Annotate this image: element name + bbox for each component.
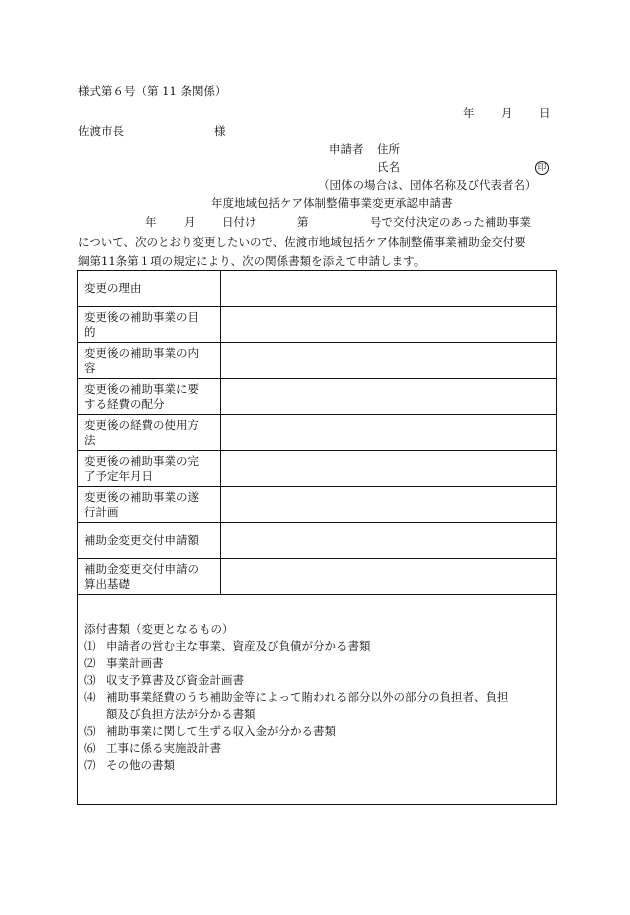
applicant-name-label: 氏名 [377,160,400,174]
applicant-label: 申請者 [329,142,364,156]
form-number: 様式第６号（第 11 条関係） [78,84,227,98]
addressee-honorific: 様 [214,124,226,138]
row-label: 変更後の補助事業の遂 行計画 [78,487,221,523]
list-item: ⑶ 収支予算書及び資金計画書 [84,673,244,687]
row-label: 変更後の補助事業の完 了予定年月日 [78,451,221,487]
row-label: 変更後の補助事業の内 容 [78,343,221,379]
row-value-field[interactable] [221,307,557,343]
table-row [78,343,557,379]
row-label: 変更後の補助事業に要 する経費の配分 [78,379,221,415]
applicant-note: （団体の場合は、団体名称及び代表者名） [318,178,537,192]
row-value-field[interactable] [221,559,557,595]
change-details-table [77,270,557,805]
intro-year: 年 [145,215,157,229]
list-item: ⑵ 事業計画書 [84,656,164,670]
row-value-field[interactable] [221,343,557,379]
table-row [78,487,557,523]
row-value-field[interactable] [221,415,557,451]
applicant-address-label: 住所 [377,142,400,156]
attachments-row [78,595,557,805]
addressee-name: 佐渡市長 [78,124,124,138]
list-item: ⑴ 申請者の営む主な事業、資産及び負債が分かる書類 [84,639,371,653]
date-month-label: 月 [501,106,513,120]
date-day-label: 日 [539,106,551,120]
attachments-cell [78,595,557,805]
row-label: 補助金変更交付申請額 [78,523,221,559]
intro-line-2: について、次のとおり変更したいので、佐渡市地域包括ケア体制整備事業補助金交付要 [78,235,526,249]
intro-dai: 第 [297,215,309,229]
table-row [78,523,557,559]
intro-rest: 号で交付決定のあった補助事業 [370,215,531,229]
intro-month: 月 [184,215,196,229]
row-value-field[interactable] [221,451,557,487]
row-value-field[interactable] [221,487,557,523]
table-row [78,415,557,451]
document-title: 年度地域包括ケア体制整備事業変更承認申請書 [211,196,453,210]
list-item: ⑺ その他の書類 [84,758,175,772]
attachments-heading: 添付書類（変更となるもの） [84,622,234,636]
row-value-field[interactable] [221,271,557,307]
row-value-field[interactable] [221,523,557,559]
seal-icon [535,159,549,175]
row-label: 変更の理由 [78,271,221,307]
row-label: 変更後の経費の使用方 法 [78,415,221,451]
row-label: 補助金変更交付申請の 算出基礎 [78,559,221,595]
table-row [78,379,557,415]
list-item: ⑷ 補助事業経費のうち補助金等によって賄われる部分以外の部分の負担者、負担 額及び負担方法が分かる書類 [84,690,509,721]
table-row [78,559,557,595]
table-row [78,271,557,307]
intro-line-3: 綱第11条第１項の規定により、次の関係書類を添えて申請します。 [78,254,426,268]
row-value-field[interactable] [221,379,557,415]
list-item: ⑸ 補助事業に関して生ずる収入金が分かる書類 [84,724,336,738]
list-item: ⑹ 工事に係る実施設計書 [84,741,221,755]
seal-mark: 印 [535,161,549,175]
table-row [78,307,557,343]
row-label: 変更後の補助事業の目 的 [78,307,221,343]
intro-day-dated: 日付け [222,215,257,229]
date-year-label: 年 [463,106,475,120]
table-row [78,451,557,487]
